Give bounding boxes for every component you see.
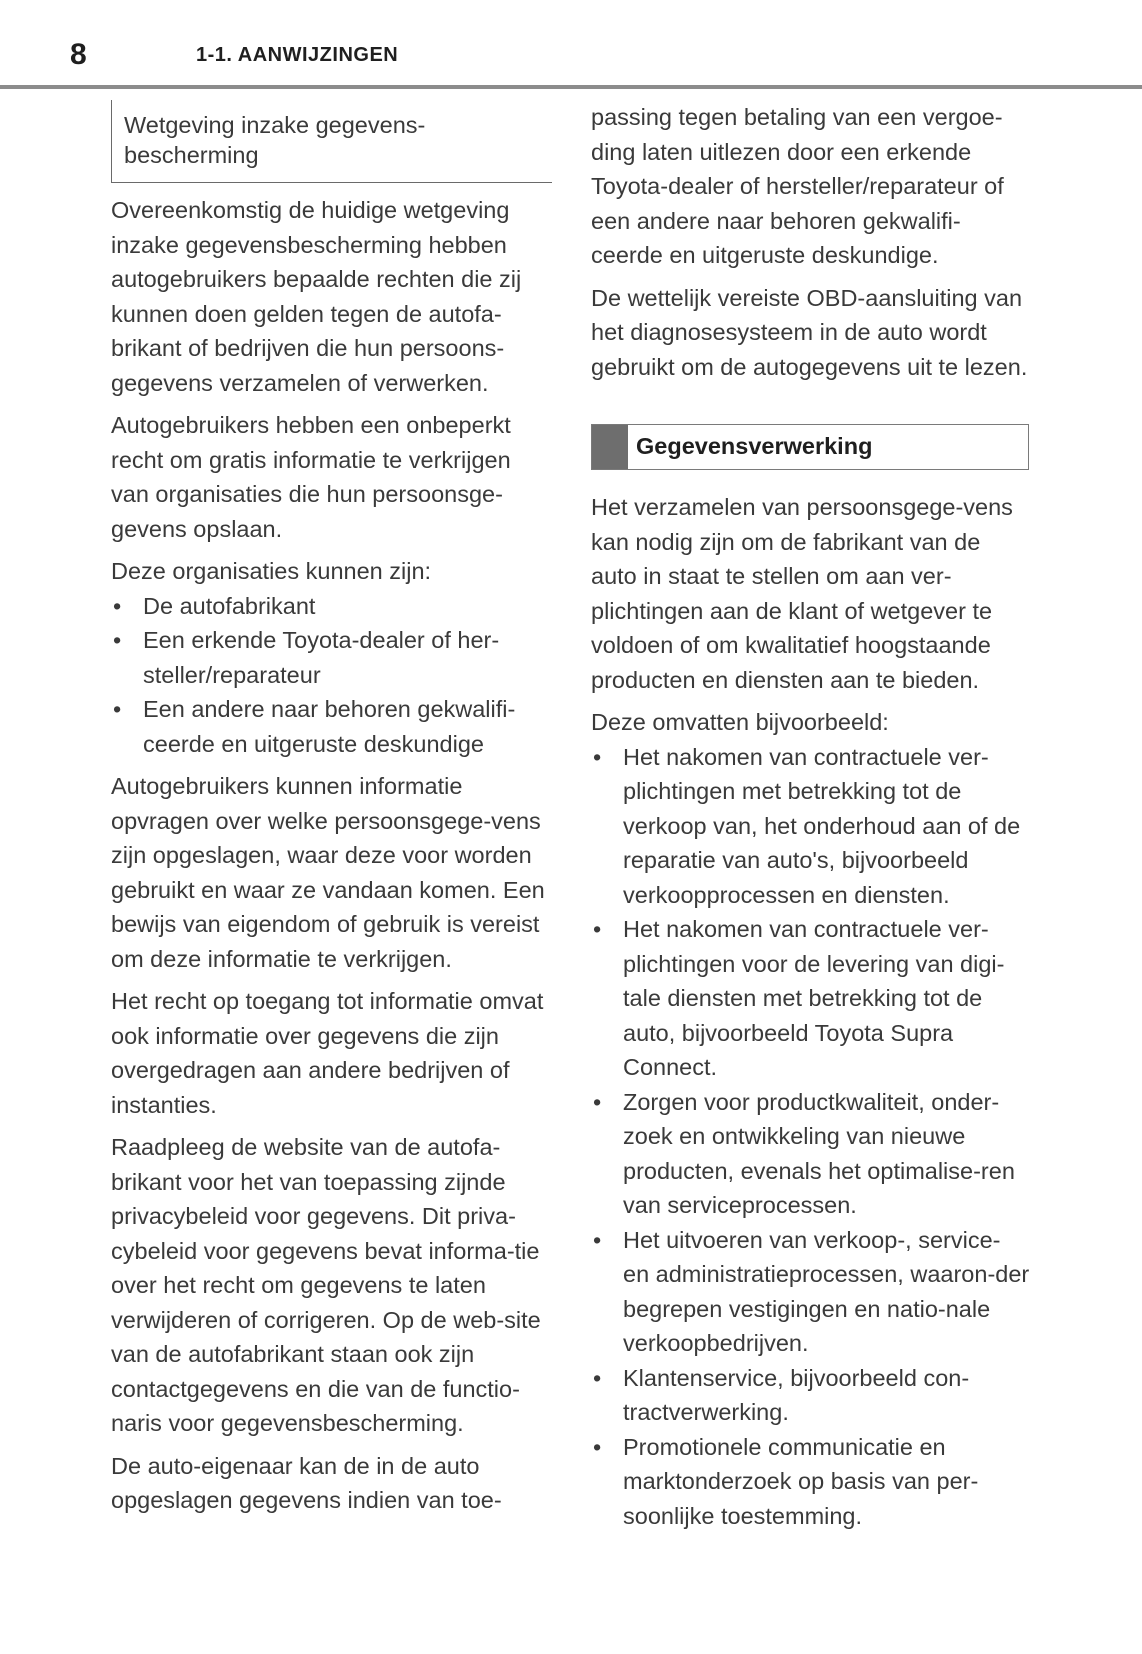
- page-header: [0, 0, 1142, 90]
- processing-purposes-list: [591, 740, 1031, 1534]
- list-item-text: Klantenservice, bijvoorbeeld con-tractverwerking.: [623, 1364, 970, 1425]
- paragraph-request-info: Autogebruikers kunnen informatie opvragen over welke persoonsgege-vens zijn opgeslagen, waar deze voor worden gebruikt en waar ze vandaan komen. Een bewijs van eigendom of gebruik is vereist om deze informatie te verkrijgen.: [111, 773, 545, 972]
- page-number: 8: [70, 38, 87, 71]
- bullet-icon: •: [593, 916, 602, 942]
- bullet-icon: •: [593, 1433, 602, 1460]
- paragraph-rights: Overeenkomstig de huidige wetgeving inzake gegevensbescherming hebben autogebruikers bepaalde rechten die zij kunnen doen gelden tegen de autofa-brikant of bedrijven die hun persoons-gegevens verzamelen of verwerken.: [111, 197, 522, 396]
- section-heading: Gegevensverwerking: [636, 433, 873, 459]
- paragraph-information-right: Autogebruikers hebben een onbeperkt recht om gratis informatie te verkrijgen van organisaties die hun persoonsge-gevens opslaan.: [111, 412, 511, 542]
- paragraph-obd: De wettelijk vereiste OBD-aansluiting van het diagnosesysteem in de auto wordt gebruikt om de autogegevens uit te lezen.: [591, 284, 1028, 380]
- list-item: [111, 589, 551, 624]
- bullet-icon: •: [593, 743, 602, 770]
- list-item-text: Het nakomen van contractuele ver-plichtingen met betrekking tot de verkoop van, het onderhoud aan of de reparatie van auto's, bijvoorbeeld verkoopprocessen en diensten.: [623, 743, 1021, 908]
- paragraph-website: Raadpleeg de website van de autofa-brikant voor het van toepassing zijnde privacybeleid voor gegevens. Dit priva-cybeleid voor gegevens bevat informa-tie over het recht om gegevens te laten verwijderen of corrigeren. Op de web-site van de autofabrikant staan ook zijn contactgegevens en die van de functio-naris voor gegevensbescherming.: [111, 1134, 541, 1436]
- list-item: [591, 1430, 1031, 1534]
- bullet-icon: •: [593, 1226, 602, 1253]
- list-item: [591, 1223, 1031, 1361]
- bullet-icon: •: [593, 1088, 602, 1115]
- bullet-icon: •: [593, 1364, 602, 1391]
- list-item: [111, 623, 551, 692]
- list-item-text: Het uitvoeren van verkoop-, service- en administratieprocessen, waaron-der begrepen vestigingen en natio-nale verkoopbedrijven.: [623, 1226, 1030, 1356]
- list-item-text: Promotionele communicatie en marktonderzoek op basis van per-soonlijke toestemming.: [623, 1433, 979, 1529]
- bullet-icon: •: [113, 696, 122, 722]
- list-item-text: Het nakomen van contractuele ver-plichtingen voor de levering van digi-tale diensten met betrekking tot de auto, bijvoorbeeld Toyota Supra Connect.: [623, 916, 1005, 1080]
- section-heading-bar: [591, 424, 1029, 470]
- list-item-text: De autofabrikant: [143, 592, 316, 619]
- paragraph-examples-intro: Deze omvatten bijvoorbeeld:: [591, 709, 889, 735]
- paragraph-owner-readout: De auto-eigenaar kan de in de auto opgeslagen gegevens indien van toe-: [111, 1452, 502, 1513]
- subsection-title-box: [111, 100, 552, 183]
- bullet-icon: •: [113, 592, 122, 619]
- list-item-text: Zorgen voor productkwaliteit, onder-zoek en ontwikkeling van nieuwe producten, evenals het optimalise-ren van serviceprocessen.: [623, 1088, 1015, 1218]
- organisations-list: [111, 589, 551, 762]
- header-divider: [0, 85, 1142, 89]
- list-item: [591, 740, 1031, 913]
- subsection-title-line2: bescherming: [124, 142, 259, 168]
- list-item: [591, 912, 1031, 1085]
- heading-marker: [592, 425, 628, 469]
- right-column: [591, 100, 1031, 1541]
- subsection-title-line1: Wetgeving inzake gegevens-: [124, 112, 426, 138]
- list-item: [591, 1361, 1031, 1430]
- list-item: [111, 692, 551, 761]
- paragraph-data-collection: Het verzamelen van persoonsgege-vens kan nodig zijn om de fabrikant van de auto in staat te stellen om aan ver-plichtingen aan de klant of wetgever te voldoen of om kwalitatief hoogstaande producten en diensten aan te bieden.: [591, 494, 1013, 693]
- bullet-icon: •: [113, 627, 122, 653]
- list-item-text: Een andere naar behoren gekwalifi-ceerde en uitgeruste deskundige: [143, 696, 516, 757]
- section-title: 1-1. AANWIJZINGEN: [196, 44, 399, 66]
- list-item: [591, 1085, 1031, 1223]
- paragraph-access-right: Het recht op toegang tot informatie omvat ook informatie over gegevens die zijn overgedragen aan andere bedrijven of instanties.: [111, 988, 544, 1118]
- paragraph-readout-continued: passing tegen betaling van een vergoe-ding laten uitlezen door een erkende Toyota-dealer of hersteller/reparateur of een andere naar behoren gekwalifi-ceerde en uitgeruste deskundige.: [591, 104, 1004, 268]
- left-column: [111, 100, 551, 1526]
- paragraph-organisations-intro: Deze organisaties kunnen zijn:: [111, 558, 432, 584]
- list-item-text: Een erkende Toyota-dealer of her-steller/reparateur: [143, 627, 500, 688]
